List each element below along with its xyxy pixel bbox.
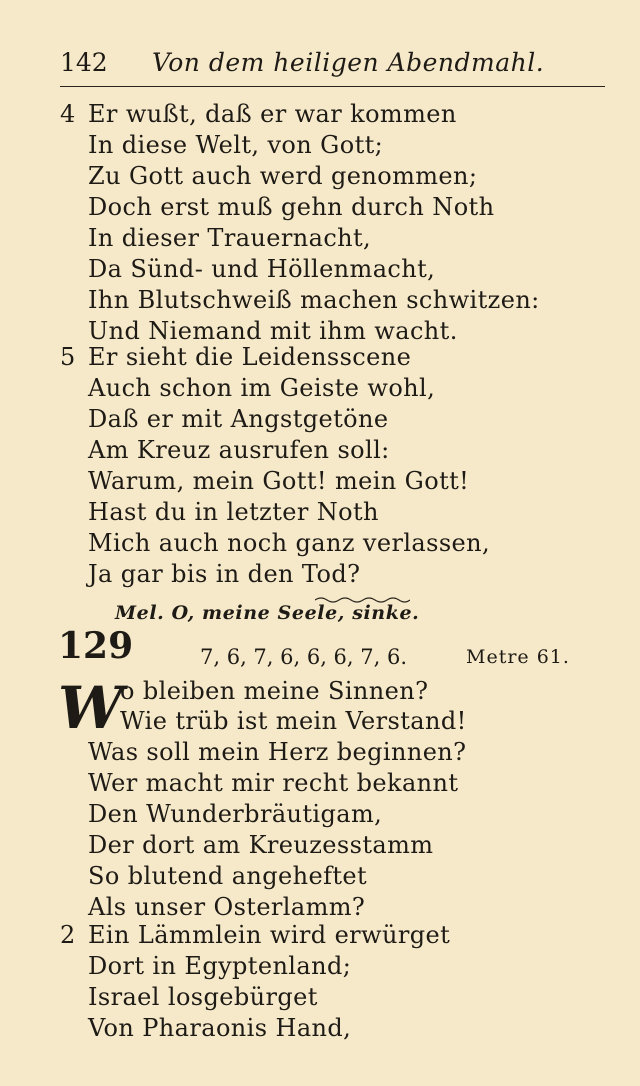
verse-line: Da Sünd- und Höllenmacht, <box>88 255 436 283</box>
verse-line: Zu Gott auch werd genommen; <box>88 162 478 190</box>
running-title: Von dem heiligen Abendmahl. <box>152 48 545 77</box>
verse-line: Und Niemand mit ihm wacht. <box>88 317 458 345</box>
verse-line: Dort in Egyptenland; <box>88 952 352 980</box>
stanza-line <box>60 342 530 373</box>
verse-line: Ein Lämmlein wird erwürget <box>88 921 451 949</box>
verse-line: Wie trüb ist mein Verstand! <box>120 707 467 735</box>
verse-line: Der dort am Kreuzesstamm <box>88 831 434 859</box>
stanza-number: 4 <box>60 100 76 128</box>
meter-pattern: 7, 6, 7, 6, 6, 6, 7, 6. <box>200 645 408 669</box>
verse-line: Auch schon im Geiste wohl, <box>88 374 436 402</box>
verse-line: In dieser Trauernacht, <box>88 224 372 252</box>
verse-line: Doch erst muß gehn durch Noth <box>88 193 495 221</box>
stanza-line <box>60 99 530 130</box>
stanza-line <box>60 920 530 951</box>
verse-line: In diese Welt, von Gott; <box>88 131 384 159</box>
verse-line: Er wußt, daß er war kommen <box>88 100 457 128</box>
hymn-number: 129 <box>58 625 134 667</box>
verse-line: Den Wunderbräutigam, <box>88 800 383 828</box>
hymn-129-stanza-1 <box>60 737 466 923</box>
verse-line: Als unser Osterlamm? <box>88 893 366 921</box>
verse-line: Warum, mein Gott! mein Gott! <box>88 467 470 495</box>
verse-line: Hast du in letzter Noth <box>88 498 379 526</box>
stanza-4 <box>60 99 540 347</box>
page-header <box>60 44 605 84</box>
drop-cap: W <box>58 674 124 742</box>
verse-line: Israel losgebürget <box>88 983 318 1011</box>
melody-line: Mel. O, meine Seele, sinke. <box>115 602 420 624</box>
verse-line: So blutend angeheftet <box>88 862 368 890</box>
verse-line: Ihn Blutschweiß machen schwitzen: <box>88 286 540 314</box>
verse-line: Daß er mit Angstgetöne <box>88 405 389 433</box>
metre-reference: Metre 61. <box>466 646 570 668</box>
header-rule <box>60 86 605 87</box>
verse-line: o bleiben meine Sinnen? <box>120 677 429 705</box>
verse-line: Am Kreuz ausrufen soll: <box>88 436 390 464</box>
hymn-129-stanza-2 <box>60 920 530 1044</box>
stanza-5 <box>60 342 530 590</box>
page-number: 142 <box>60 48 108 77</box>
verse-line: Wer macht mir recht bekannt <box>88 769 459 797</box>
verse-line: Ja gar bis in den Tod? <box>88 560 361 588</box>
stanza-number: 5 <box>60 343 76 371</box>
verse-line: Was soll mein Herz beginnen? <box>88 738 467 766</box>
verse-line: Mich auch noch ganz verlassen, <box>88 529 491 557</box>
verse-line: Von Pharaonis Hand, <box>88 1014 352 1042</box>
stanza-number: 2 <box>60 921 76 949</box>
verse-line: Er sieht die Leidensscene <box>88 343 412 371</box>
